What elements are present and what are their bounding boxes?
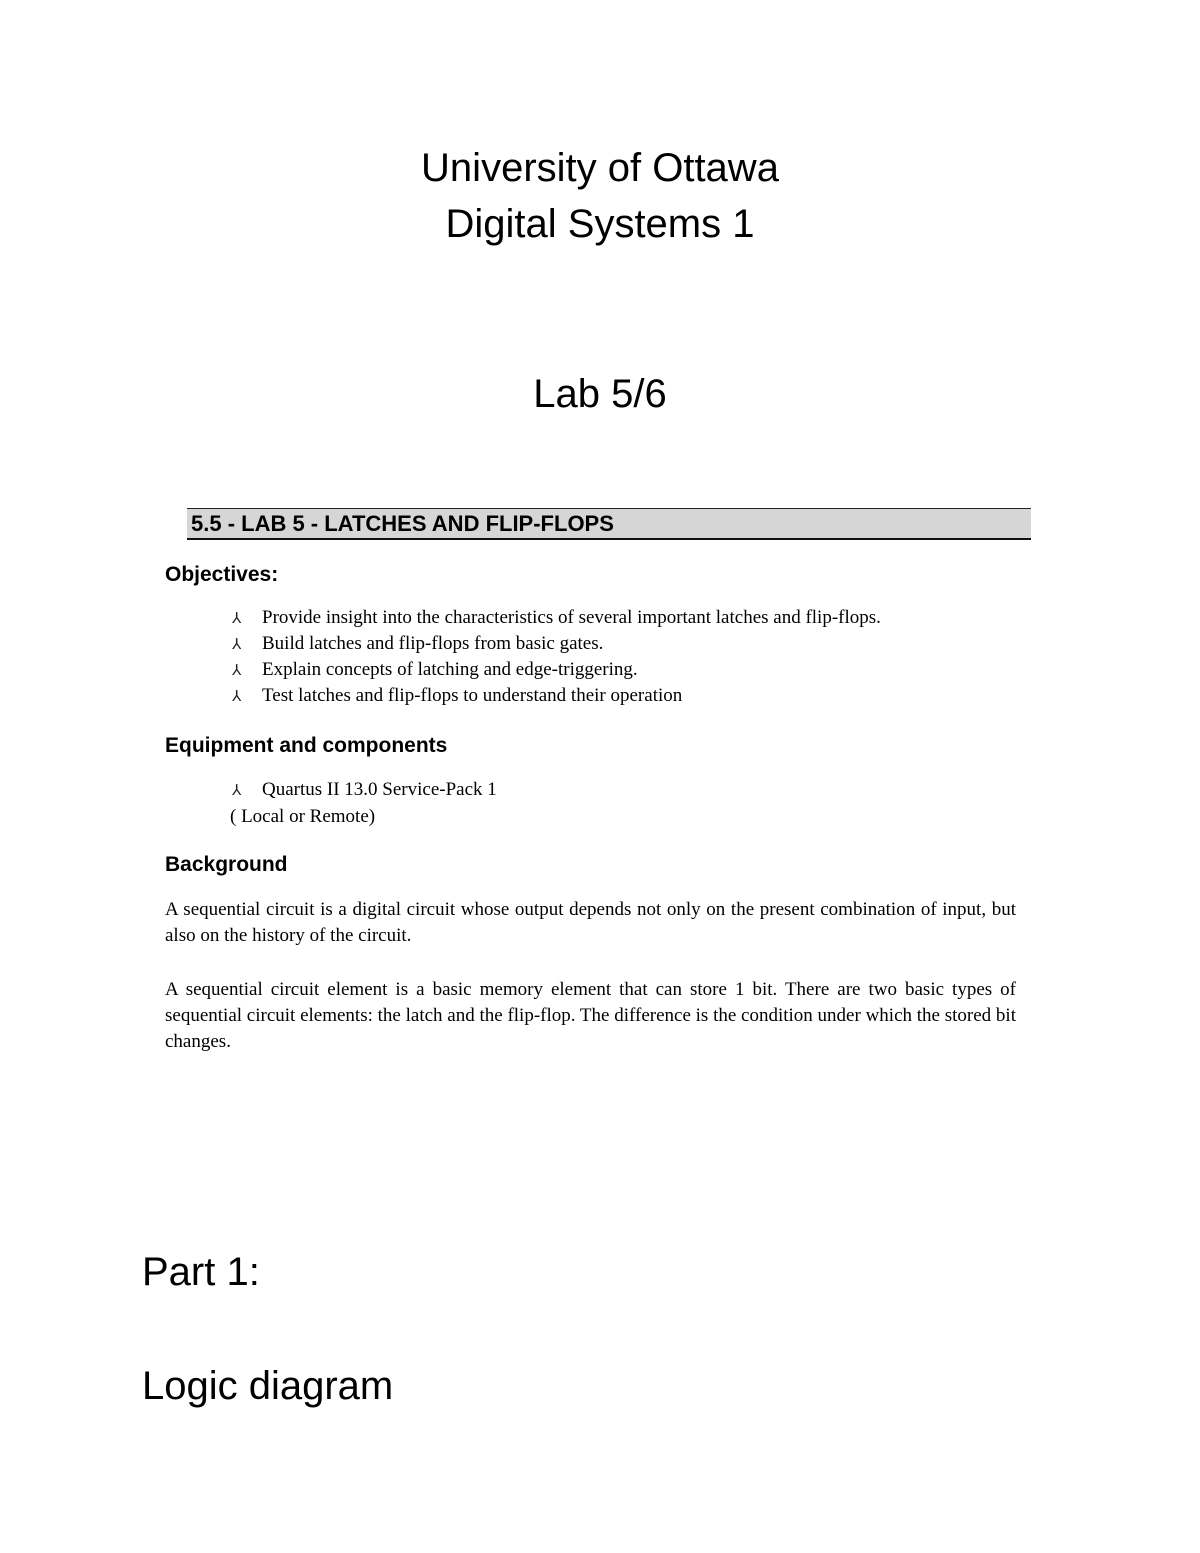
objectives-heading: Objectives: (165, 563, 279, 586)
university-title: University of Ottawa (421, 146, 779, 190)
logic-diagram-heading: Logic diagram (142, 1364, 394, 1408)
section-title-bar (187, 508, 1031, 540)
equipment-list (232, 777, 497, 803)
background-heading: Background (165, 853, 288, 876)
equipment-heading: Equipment and components (165, 734, 448, 757)
equipment-note: ( Local or Remote) (230, 806, 376, 827)
list-item: ⅄ Test latches and flip-flops to understand their operation (232, 683, 881, 707)
lab-title: Lab 5/6 (533, 372, 667, 416)
objectives-region (0, 605, 1200, 707)
list-item: ⅄ Provide insight into the characteristics of several important latches and flip-flops. (232, 605, 881, 631)
list-item: ⅄ Quartus II 13.0 Service-Pack 1 (232, 777, 497, 803)
arrow-bullet-icon: ⅄ (232, 637, 242, 653)
arrow-bullet-icon: ⅄ (232, 663, 242, 679)
arrow-bullet-icon: ⅄ (232, 783, 242, 799)
part-label: Part 1: (142, 1250, 260, 1294)
background-paragraph: A sequential circuit element is a basic memory element that can store 1 bit. There are two basic types of sequential circuit elements: the latch and the flip-flop. The difference is the condition under which the stored bit changes. (165, 979, 1016, 1052)
objectives-list (232, 605, 881, 707)
course-title: Digital Systems 1 (445, 202, 755, 246)
section-title: 5.5 - LAB 5 - LATCHES AND FLIP-FLOPS (191, 511, 614, 536)
arrow-bullet-icon: ⅄ (232, 689, 242, 705)
list-item: ⅄ Build latches and flip-flops from basic gates. (232, 631, 881, 657)
list-item: ⅄ Explain concepts of latching and edge-triggering. (232, 657, 881, 683)
arrow-bullet-icon: ⅄ (232, 611, 242, 627)
background-paragraph: A sequential circuit is a digital circuit whose output depends not only on the present combination of input, but also on the history of the circuit. (165, 899, 1016, 946)
